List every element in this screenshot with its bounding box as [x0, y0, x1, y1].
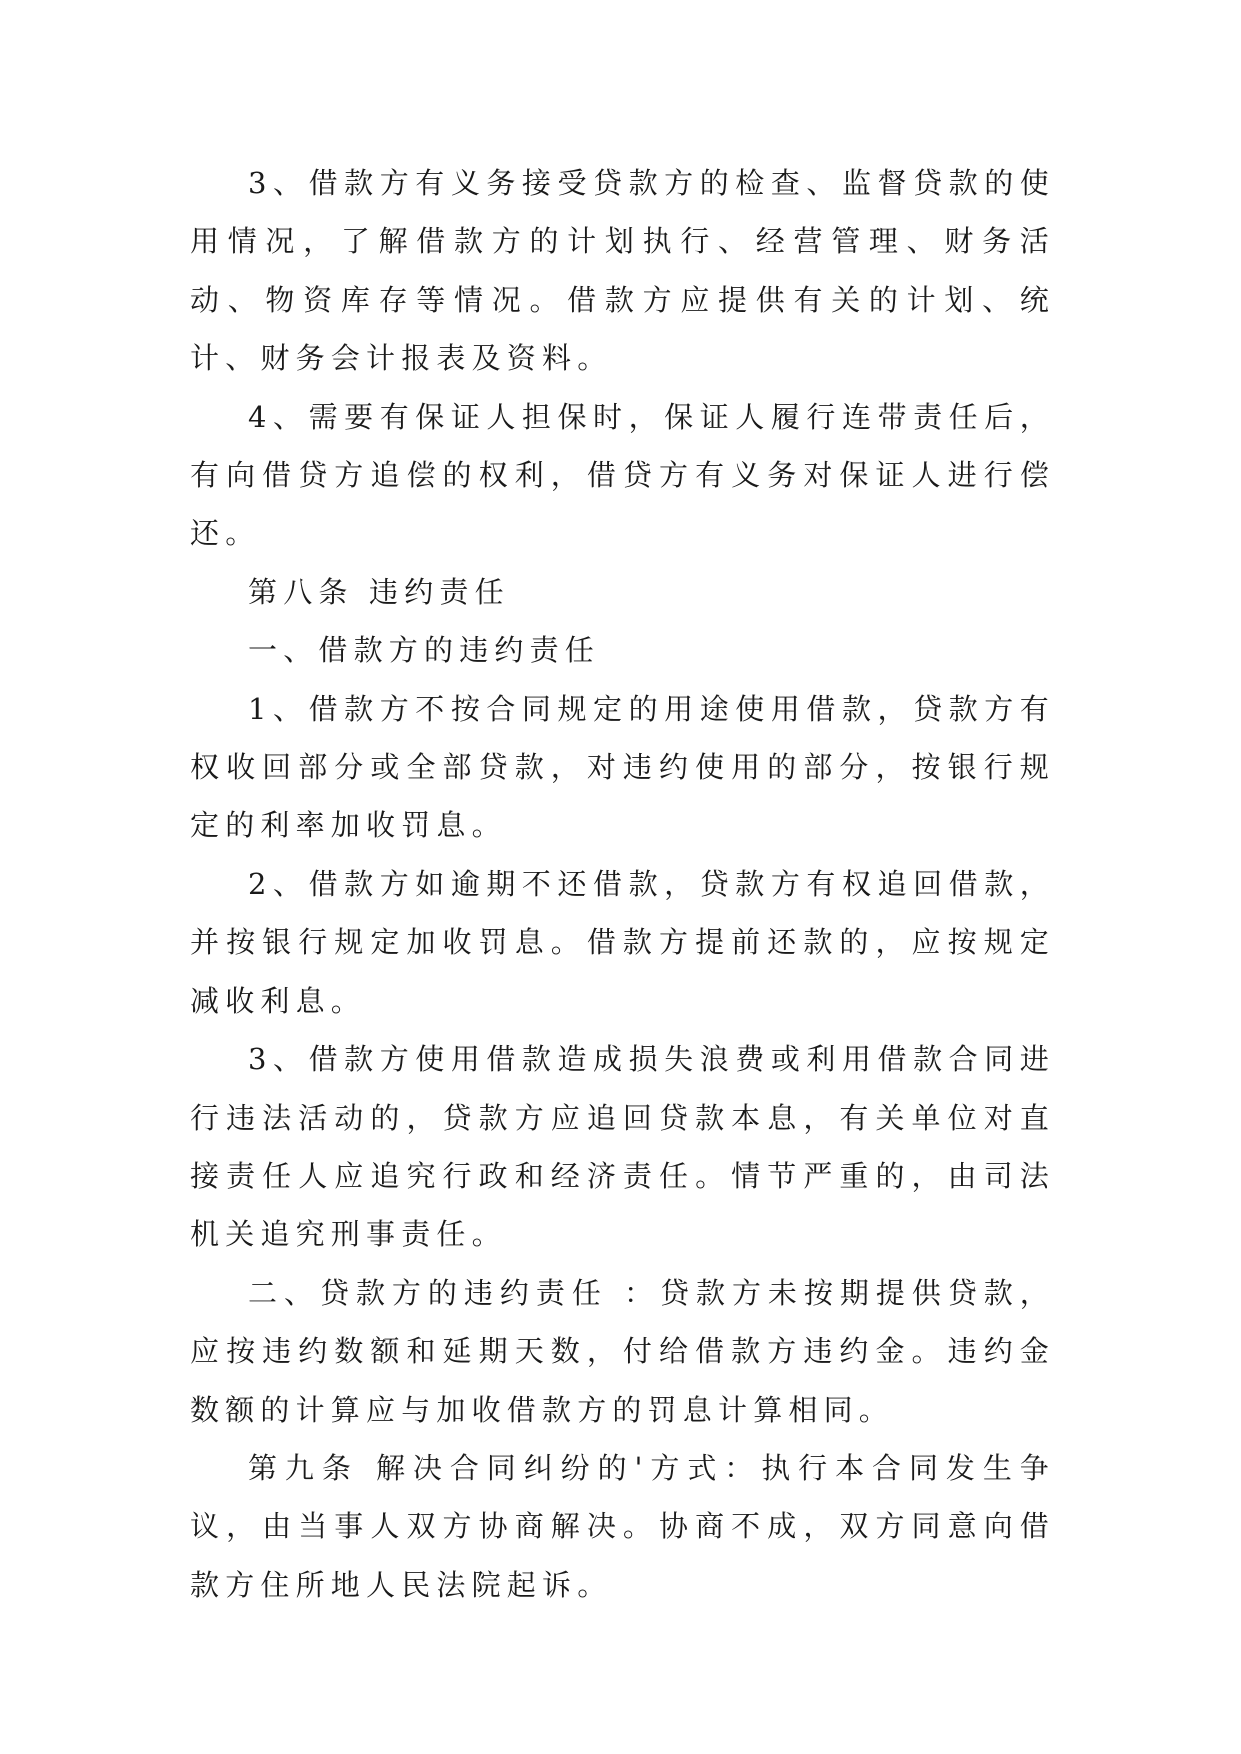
paragraph-article-9-dispute-resolution: 第九条 解决合同纠纷的'方式：执行本合同发生争议，由当事人双方协商解决。协商不成，双方同意向借款方住所地人民法院起诉。	[190, 1450, 1055, 1602]
paragraph-borrower-liability-1: 1、借款方不按合同规定的用途使用借款，贷款方有权收回部分或全部贷款，对违约使用的部分，按银行规定的利率加收罚息。	[190, 691, 1055, 843]
paragraph-clause-3: 3、借款方有义务接受贷款方的检查、监督贷款的使用情况，了解借款方的计划执行、经营管理、财务活动、物资库存等情况。借款方应提供有关的计划、统计、财务会计报表及资料。	[190, 166, 1055, 376]
paragraph-lender-liability: 二、贷款方的违约责任 ：贷款方未按期提供贷款，应按违约数额和延期天数，付给借款方违约金。违约金数额的计算应与加收借款方的罚息计算相同。	[190, 1275, 1055, 1427]
subsection-heading-borrower-liability: 一、借款方的违约责任	[248, 633, 601, 668]
paragraph-borrower-liability-3: 3、借款方使用借款造成损失浪费或利用借款合同进行违法活动的，贷款方应追回贷款本息，有关单位对直接责任人应追究行政和经济责任。情节严重的，由司法机关追究刑事责任。	[190, 1042, 1055, 1252]
paragraph-borrower-liability-2: 2、借款方如逾期不还借款，贷款方有权追回借款，并按银行规定加收罚息。借款方提前还款的，应按规定减收利息。	[190, 866, 1055, 1018]
paragraph-clause-4: 4、需要有保证人担保时，保证人履行连带责任后，有向借贷方追偿的权利，借贷方有义务对保证人进行偿还。	[190, 399, 1055, 551]
section-heading-article-8: 第八条 违约责任	[248, 574, 510, 609]
document-body	[190, 154, 1055, 1614]
